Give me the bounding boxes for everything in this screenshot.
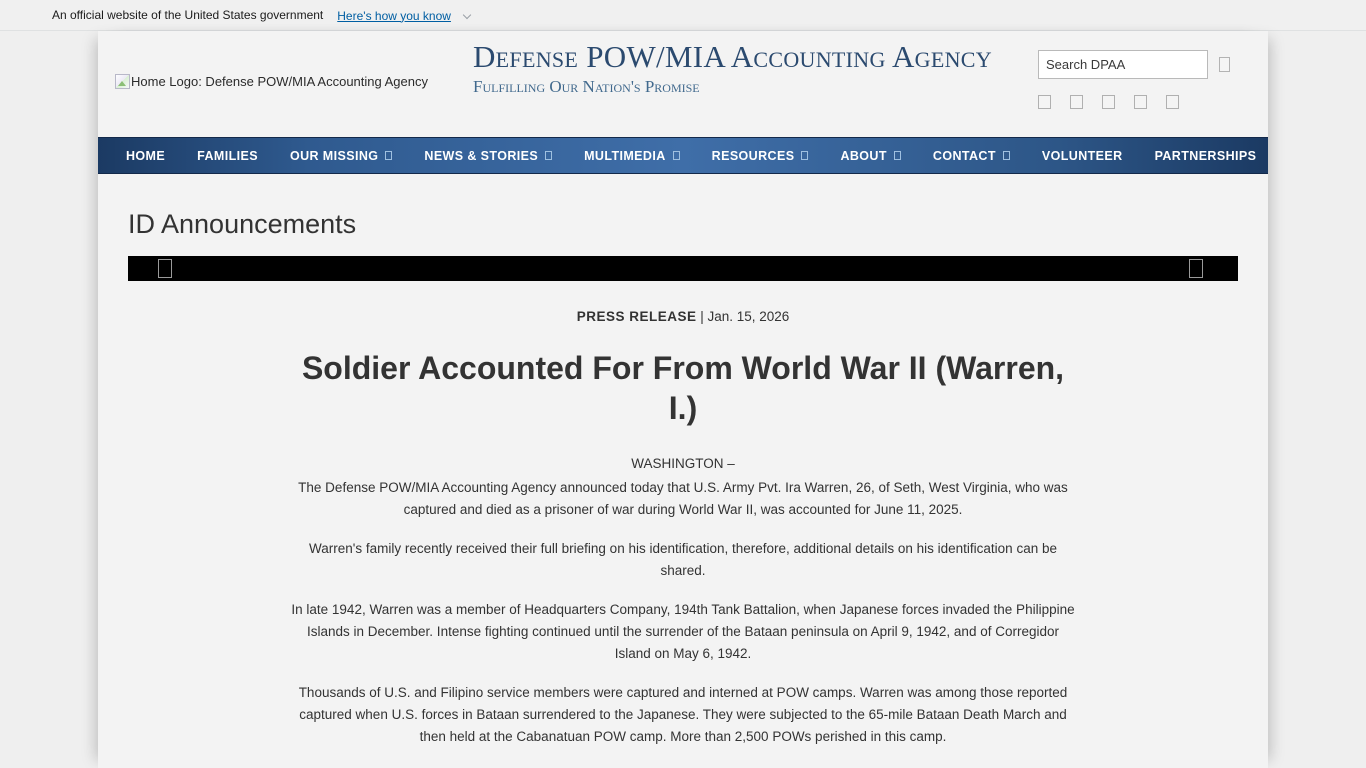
- page-title: ID Announcements: [128, 209, 357, 239]
- search-row: [1038, 50, 1238, 79]
- chevron-down-icon: [545, 151, 552, 160]
- search-icon[interactable]: [1219, 57, 1230, 72]
- article-paragraph: In late 1942, Warren was a member of Headquarters Company, 194th Tank Battalion, when Japanese forces invaded the Philippine Islands in December. Intense fighting continued until the surrender of the Bataan peninsula on April 9, 1942, and of Corregidor Island on May 6, 1942.: [291, 602, 1075, 661]
- broken-image-icon: [1189, 259, 1203, 278]
- chevron-down-icon[interactable]: [460, 8, 475, 23]
- article-paragraph: The Defense POW/MIA Accounting Agency announced today that U.S. Army Pvt. Ira Warren, 26, of Seth, West Virginia, who was captured and died as a prisoner of war during World War II, was accounted for June 11, 2025.: [298, 480, 1068, 517]
- how-you-know-link-wrap[interactable]: [323, 8, 475, 23]
- nav-label: CONTACT: [932, 148, 996, 163]
- nav-label: MULTIMEDIA: [584, 148, 666, 163]
- nav-item-multimedia[interactable]: [584, 149, 680, 163]
- article-date: Jan. 15, 2026: [707, 309, 790, 324]
- search-area: [1038, 50, 1238, 109]
- nav-label: NEWS & STORIES: [424, 148, 539, 163]
- social-links: [1038, 95, 1238, 109]
- site-tagline: Fulfilling Our Nation's Promise: [473, 77, 700, 96]
- page-container: [98, 31, 1268, 768]
- press-release-article: [128, 309, 1238, 748]
- usa-banner-text: An official website of the United States government: [52, 8, 324, 22]
- chevron-down-icon: [801, 151, 808, 160]
- youtube-icon[interactable]: [1134, 95, 1147, 109]
- site-header: [98, 31, 1268, 137]
- site-title: Defense POW/MIA Accounting Agency: [473, 39, 992, 74]
- nav-item-resources[interactable]: [712, 149, 809, 163]
- usa-gov-banner: [0, 0, 1366, 31]
- nav-label: RESOURCES: [711, 148, 795, 163]
- article-dateline: WASHINGTON –: [631, 456, 735, 471]
- section-banner: [128, 256, 1238, 281]
- search-input[interactable]: [1038, 50, 1208, 79]
- nav-item-news-stories[interactable]: [424, 149, 552, 163]
- nav-label: HOME: [126, 148, 166, 163]
- chevron-down-icon: [385, 151, 392, 160]
- nav-label: PARTNERSHIPS: [1154, 148, 1257, 163]
- chevron-down-icon: [1003, 151, 1010, 160]
- article-paragraph: Warren's family recently received their full briefing on his identification, therefore, additional details on his identification can be shared.: [309, 541, 1057, 578]
- main-content: [98, 209, 1268, 748]
- nav-item-home[interactable]: [126, 149, 165, 163]
- instagram-icon[interactable]: [1102, 95, 1115, 109]
- nav-label: ABOUT: [840, 148, 887, 163]
- flickr-icon[interactable]: [1166, 95, 1179, 109]
- nav-item-our-missing[interactable]: [290, 149, 392, 163]
- nav-item-about[interactable]: [840, 149, 900, 163]
- twitter-icon[interactable]: [1070, 95, 1083, 109]
- nav-label: FAMILIES: [197, 148, 258, 163]
- article-paragraph: Thousands of U.S. and Filipino service members were captured and interned at POW camps. Warren was among those reported captured when U.S. forces in Bataan surrendered to the Japanese. They were subjected to the 65-mile Bataan Death March and then held at the Cabanatuan POW camp. More than 2,500 POWs perished in this camp.: [298, 685, 1068, 744]
- masthead: [473, 39, 1033, 98]
- nav-item-contact[interactable]: [933, 149, 1010, 163]
- facebook-icon[interactable]: [1038, 95, 1051, 109]
- kicker-separator: |: [696, 309, 708, 324]
- main-navigation: [98, 137, 1268, 174]
- article-kicker: [288, 309, 1078, 324]
- broken-image-icon: [158, 259, 172, 278]
- nav-item-families[interactable]: [197, 149, 258, 163]
- article-title: Soldier Accounted For From World War II (Warren, I.): [301, 350, 1065, 426]
- nav-label: OUR MISSING: [289, 148, 379, 163]
- chevron-down-icon: [894, 151, 901, 160]
- how-you-know-link[interactable]: Here's how you know: [337, 8, 451, 23]
- nav-label: VOLUNTEER: [1041, 148, 1123, 163]
- chevron-down-icon: [673, 151, 680, 160]
- home-logo-alt-text: Home Logo: Defense POW/MIA Accounting Agency: [131, 74, 428, 89]
- nav-item-volunteer[interactable]: [1042, 149, 1123, 163]
- home-logo-link[interactable]: [115, 74, 428, 89]
- kicker-label: PRESS RELEASE: [576, 309, 697, 324]
- nav-item-partnerships[interactable]: [1155, 149, 1257, 163]
- broken-image-icon: [115, 74, 130, 89]
